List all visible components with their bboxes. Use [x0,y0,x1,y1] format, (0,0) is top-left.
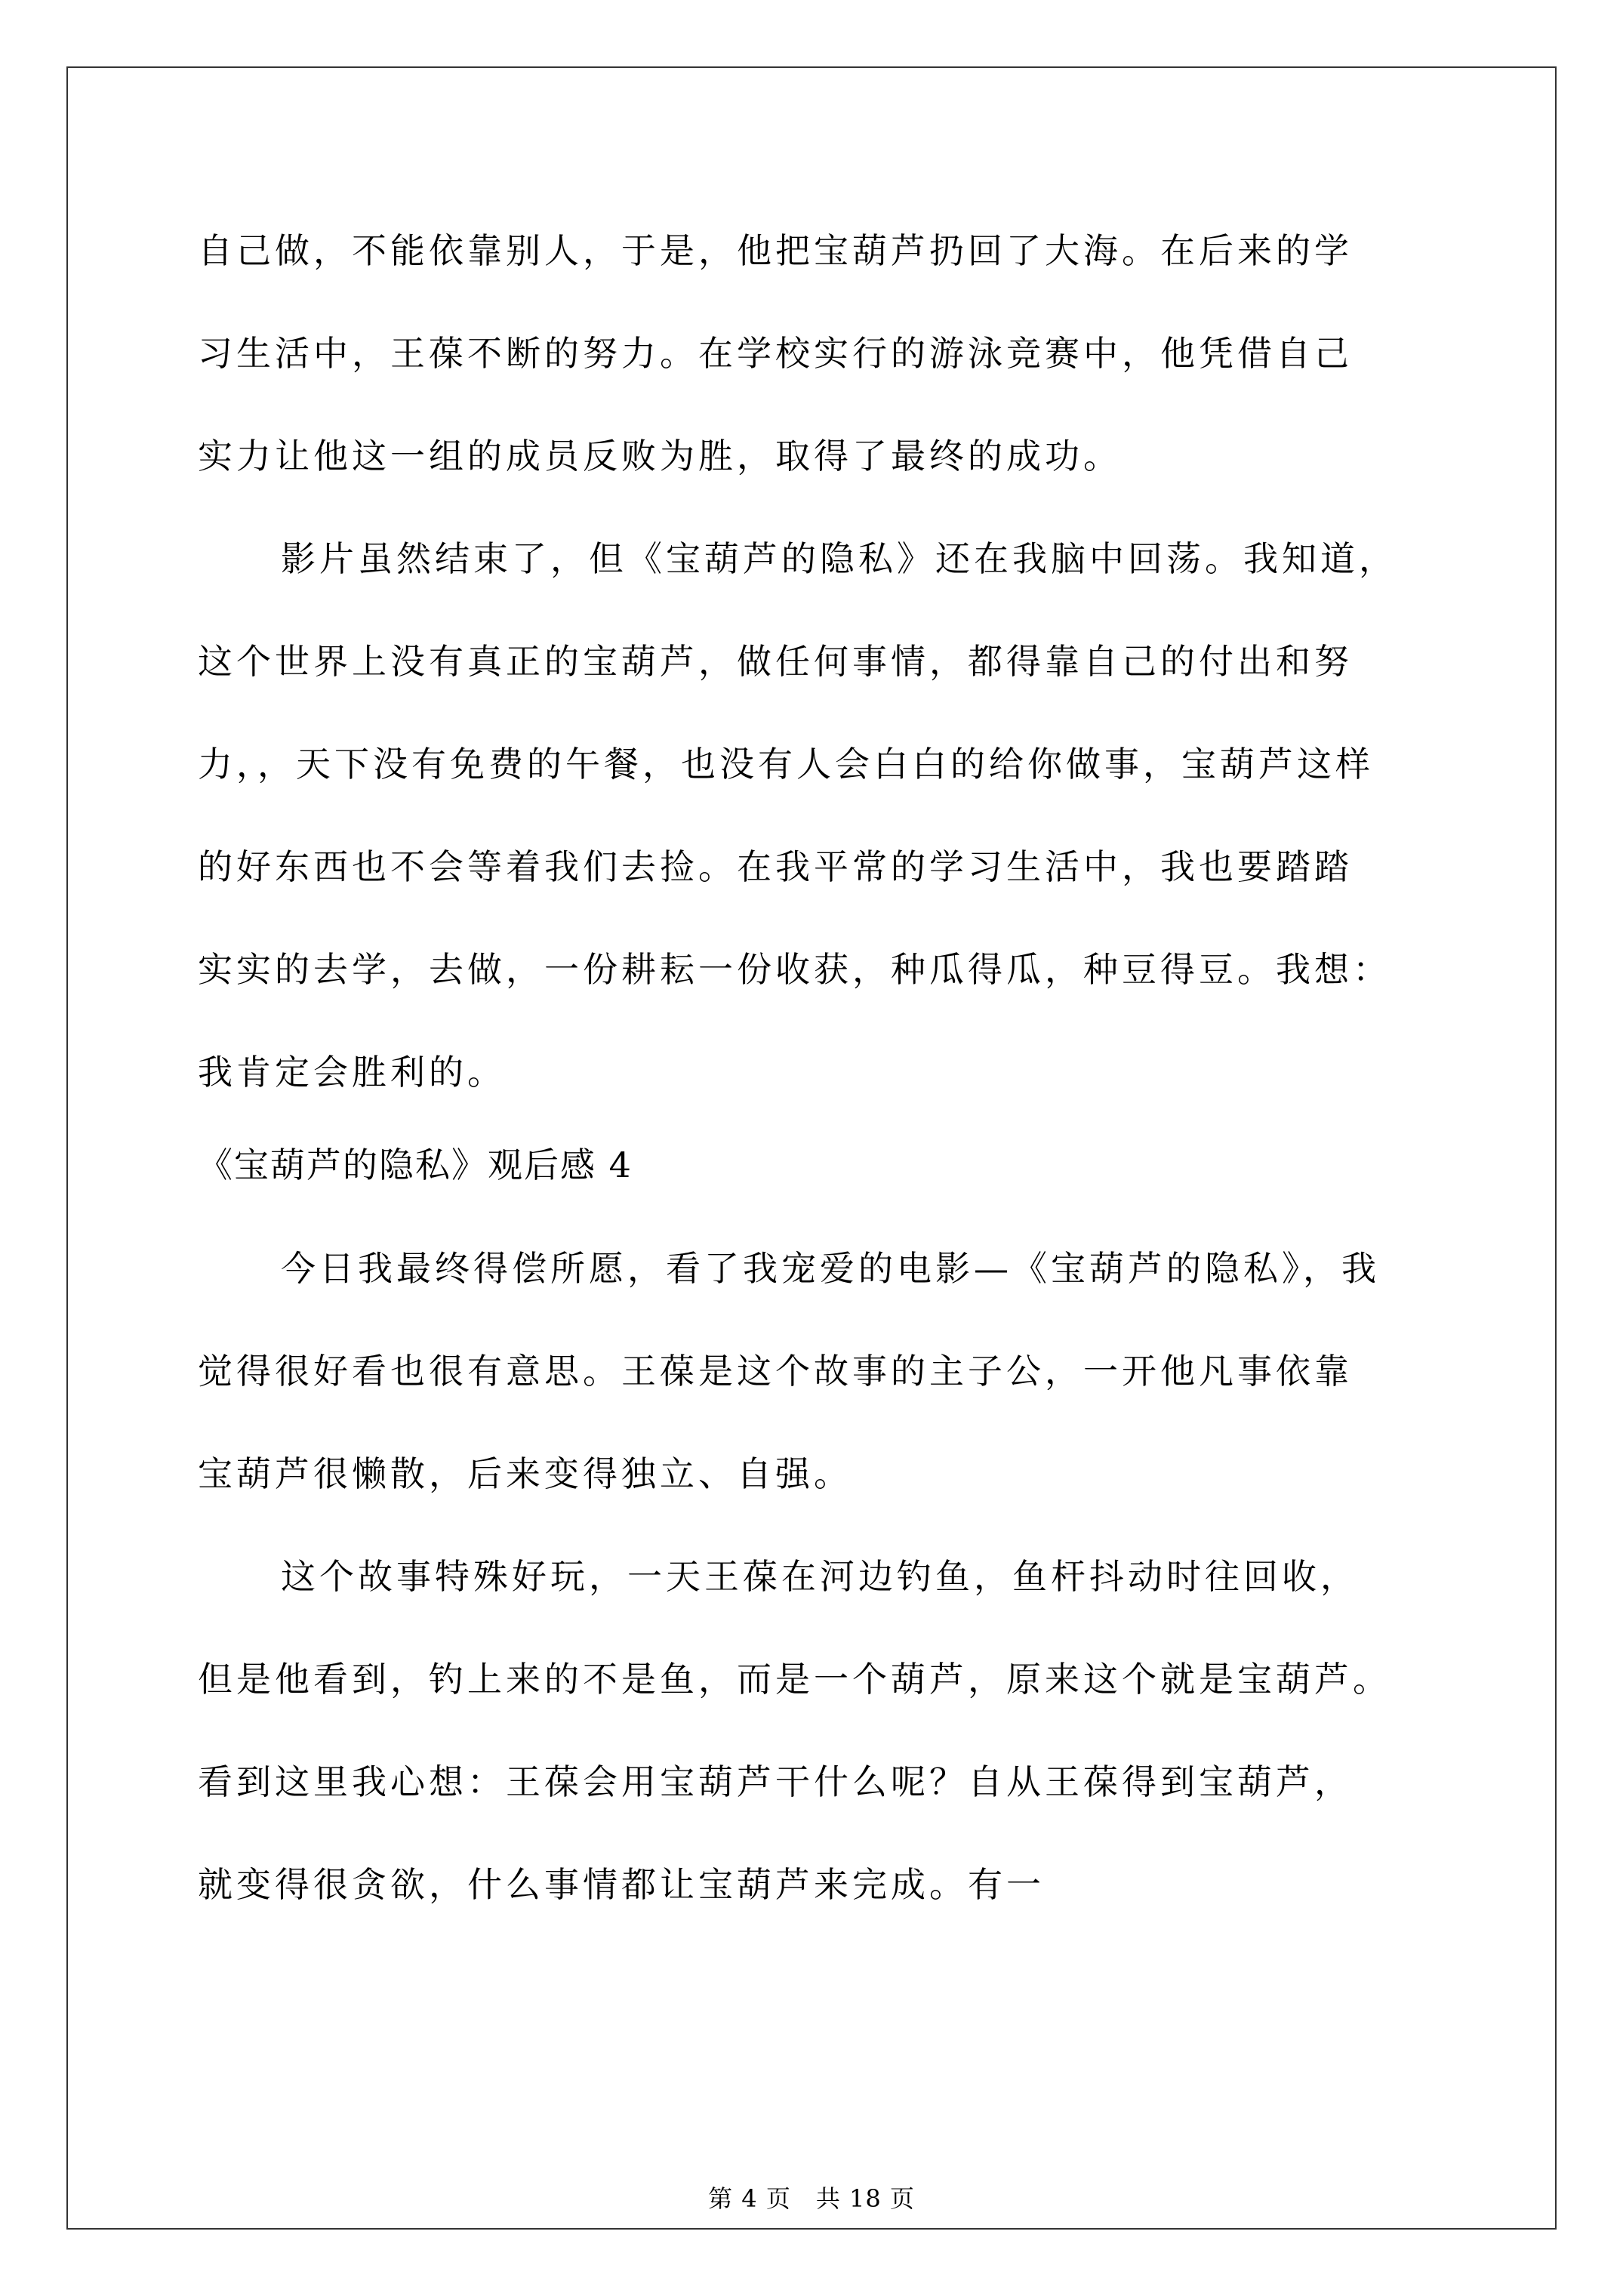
text-line: 自己做，不能依靠别人，于是，他把宝葫芦扔回了大海。在后来的学 [198,230,1353,271]
text-line: 宝葫芦很懒散，后来变得独立、自强。 [198,1453,852,1494]
paragraph-start-line: 这个故事特殊好玩，一天王葆在河边钓鱼，鱼杆抖动时往回收， [281,1556,1359,1597]
text-line: 但是他看到，钓上来的不是鱼，而是一个葫芦，原来这个就是宝葫芦。 [198,1659,1391,1700]
text-line: 力，，天下没有免费的午餐，也没有人会白白的给你做事，宝葫芦这样 [198,744,1374,784]
text-line: 我肯定会胜利的。 [198,1052,506,1093]
text-line: 就变得很贪欲，什么事情都让宝葫芦来完成。有一 [198,1864,1045,1905]
paragraph-start-line: 今日我最终得偿所愿，看了我宠爱的电影—《宝葫芦的隐私》，我 [281,1248,1380,1289]
section-heading: 《宝葫芦的隐私》观后感 4 [198,1145,633,1185]
text-line: 习生活中，王葆不断的努力。在学校实行的游泳竞赛中，他凭借自己 [198,333,1353,374]
text-line: 的好东西也不会等着我们去捡。在我平常的学习生活中，我也要踏踏 [198,846,1353,887]
text-line: 这个世界上没有真正的宝葫芦，做任何事情，都得靠自己的付出和努 [198,641,1353,682]
text-line: 看到这里我心想：王葆会用宝葫芦干什么呢？自从王葆得到宝葫芦， [198,1761,1353,1802]
text-line: 实力让他这一组的成员反败为胜，取得了最终的成功。 [198,436,1122,476]
text-line: 实实的去学，去做，一份耕耘一份收获，种瓜得瓜，种豆得豆。我想： [198,949,1391,990]
page-number-footer: 第 4 页 共 18 页 [708,2184,915,2213]
paragraph-start-line: 影片虽然结束了，但《宝葫芦的隐私》还在我脑中回荡。我知道， [281,538,1397,579]
text-line: 觉得很好看也很有意思。王葆是这个故事的主子公，一开他凡事依靠 [198,1351,1353,1391]
